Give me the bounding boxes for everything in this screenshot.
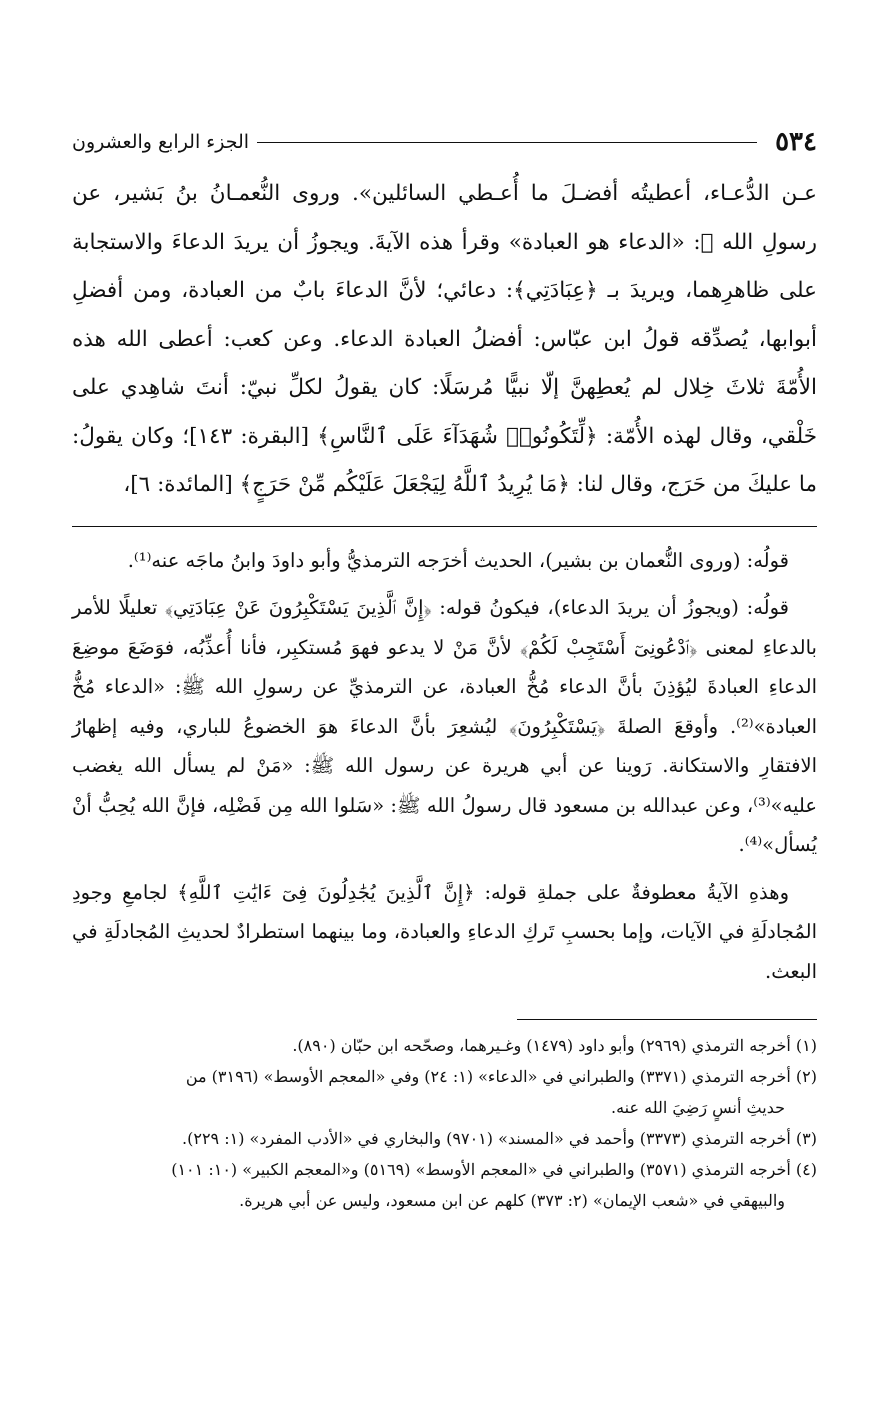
page-number: ٥٣٤	[775, 127, 817, 157]
footnotes	[72, 1030, 817, 1216]
footnote: (١) أخرجه الترمذي (٢٩٦٩) وأبو داود (١٤٧٩) وغـيرهما، وصحّحه ابن حبّان (٨٩٠).	[292, 1036, 817, 1055]
commentary-divider	[72, 526, 817, 527]
commentary-paragraph: وهذهِ الآيةُ معطوفةٌ على جملةِ قوله: ﴿إِنَّ ٱلَّذِينَ يُجَٰدِلُونَ فِىٓ ءَايَٰتِ ٱللَّهِ﴾ لجامعِ وجودِ المُجادلَةِ في الآيات، وإما بحسبِ تَركِ الدعاءِ والعبادة، وما بينهما استطرادٌ لحديثِ المُجادلَةِ في البعث.	[72, 880, 817, 983]
main-paragraph: عـن الدُّعـاء، أعطيتُه أفضـلَ ما أُعـطي السائلين». وروى النُّعمـانُ بنُ بَشير، عن رسولِ الله ﷺ: «الدعاء هو العبادة» وقرأ هذه الآيةَ. ويجوزُ أن يريدَ الدعاءَ والاستجابة على ظاهرِهما، ويريدَ بـ ﴿عِبَادَتِي﴾: دعائي؛ لأنَّ الدعاءَ بابٌ من العبادة، ومن أفضلِ أبوابها، يُصدِّقه قولُ ابن عبّاس: أفضلُ العبادة الدعاء. وعن كعب: أعطى الله هذه الأُمّةَ ثلاثَ خِلال لم يُعطِهنَّ إلّا نبيًّا مُرسَلًا: كان يقولُ لكلِّ نبيّ: أنتَ شاهِدي على خَلْقي، وقال لهذه الأُمّة: ﴿لِّتَكُونُوا۟ شُهَدَآءَ عَلَى ٱلنَّاسِ﴾ [البقرة: ١٤٣]؛ وكان يقولُ: ما عليكَ من حَرَج، وقال لنا: ﴿مَا يُرِيدُ ٱللَّهُ لِيَجْعَلَ عَلَيْكُم مِّنْ حَرَجٍ﴾ [المائدة: ٦]،	[72, 181, 817, 497]
footnote-continuation: والبيهقي في «شعب الإيمان» (٢: ٣٧٣) كلهم عن ابن مسعود، وليس عن أبي هريرة.	[239, 1191, 785, 1210]
commentary	[72, 541, 817, 992]
footnote-continuation: حديثِ أنسٍ رَضِيَ الله عنه.	[611, 1098, 785, 1117]
book-page	[72, 118, 817, 1216]
running-title: الجزء الرابع والعشرون	[72, 131, 250, 153]
main-text	[72, 170, 817, 510]
header-rule	[257, 142, 757, 143]
footnote: (٤) أخرجه الترمذي (٣٥٧١) والطبراني في «المعجم الأوسط» (٥١٦٩) و«المعجم الكبير» (١٠: ١٠١)	[171, 1160, 817, 1179]
page-header	[72, 118, 817, 166]
footnote-rule	[517, 1019, 817, 1020]
commentary-paragraph: قولُه: (ويجوزُ أن يريدَ الدعاء)، فيكونُ قوله: ﴿إِنَّ ٱلَّذِينَ يَسْتَكْبِرُونَ عَنْ عِبَادَتِي﴾ تعليلًا للأمر بالدعاءِ لمعنى ﴿ٱدْعُونِىٓ أَسْتَجِبْ لَكُمْ﴾ لأنَّ مَنْ لا يدعو فهوَ مُستكبِر، فأنا أُعذِّبُه، فوَضَعَ موضِعَ الدعاءِ العبادةَ ليُؤذِنَ بأنَّ الدعاء مُخُّ العبادة، عن الترمذيِّ عن رسولِ الله ﷺ: «الدعاء مُخُّ العبادة»⁽²⁾. وأوقعَ الصلةَ ﴿يَسْتَكْبِرُونَ﴾ ليُشعِرَ بأنَّ الدعاءَ هوَ الخضوعُ للباري، وفيه إظهارُ الافتقارِ والاستكانة. رَوينا عن أبي هريرة عن رسول الله ﷺ: «مَنْ لم يسأل الله يغضب عليه»⁽³⁾، وعن عبدالله بن مسعود قال رسولُ الله ﷺ: «سَلوا الله مِن فَضْلِه، فإنَّ الله يُحِبُّ أنْ يُسأل»⁽⁴⁾.	[72, 596, 817, 856]
footnote: (٣) أخرجه الترمذي (٣٣٧٣) وأحمد في «المسند» (٩٧٠١) والبخاري في «الأدب المفرد» (١: ٢٢٩).	[182, 1129, 817, 1148]
commentary-paragraph: قولُه: (وروى النُّعمان بن بشير)، الحديث أخرَجه الترمذيُّ وأبو داودَ وابنُ ماجَه عنه⁽¹⁾.	[127, 548, 789, 572]
footnote: (٢) أخرجه الترمذي (٣٣٧١) والطبراني في «الدعاء» (١: ٢٤) وفي «المعجم الأوسط» (٣١٩٦) من	[185, 1067, 817, 1086]
